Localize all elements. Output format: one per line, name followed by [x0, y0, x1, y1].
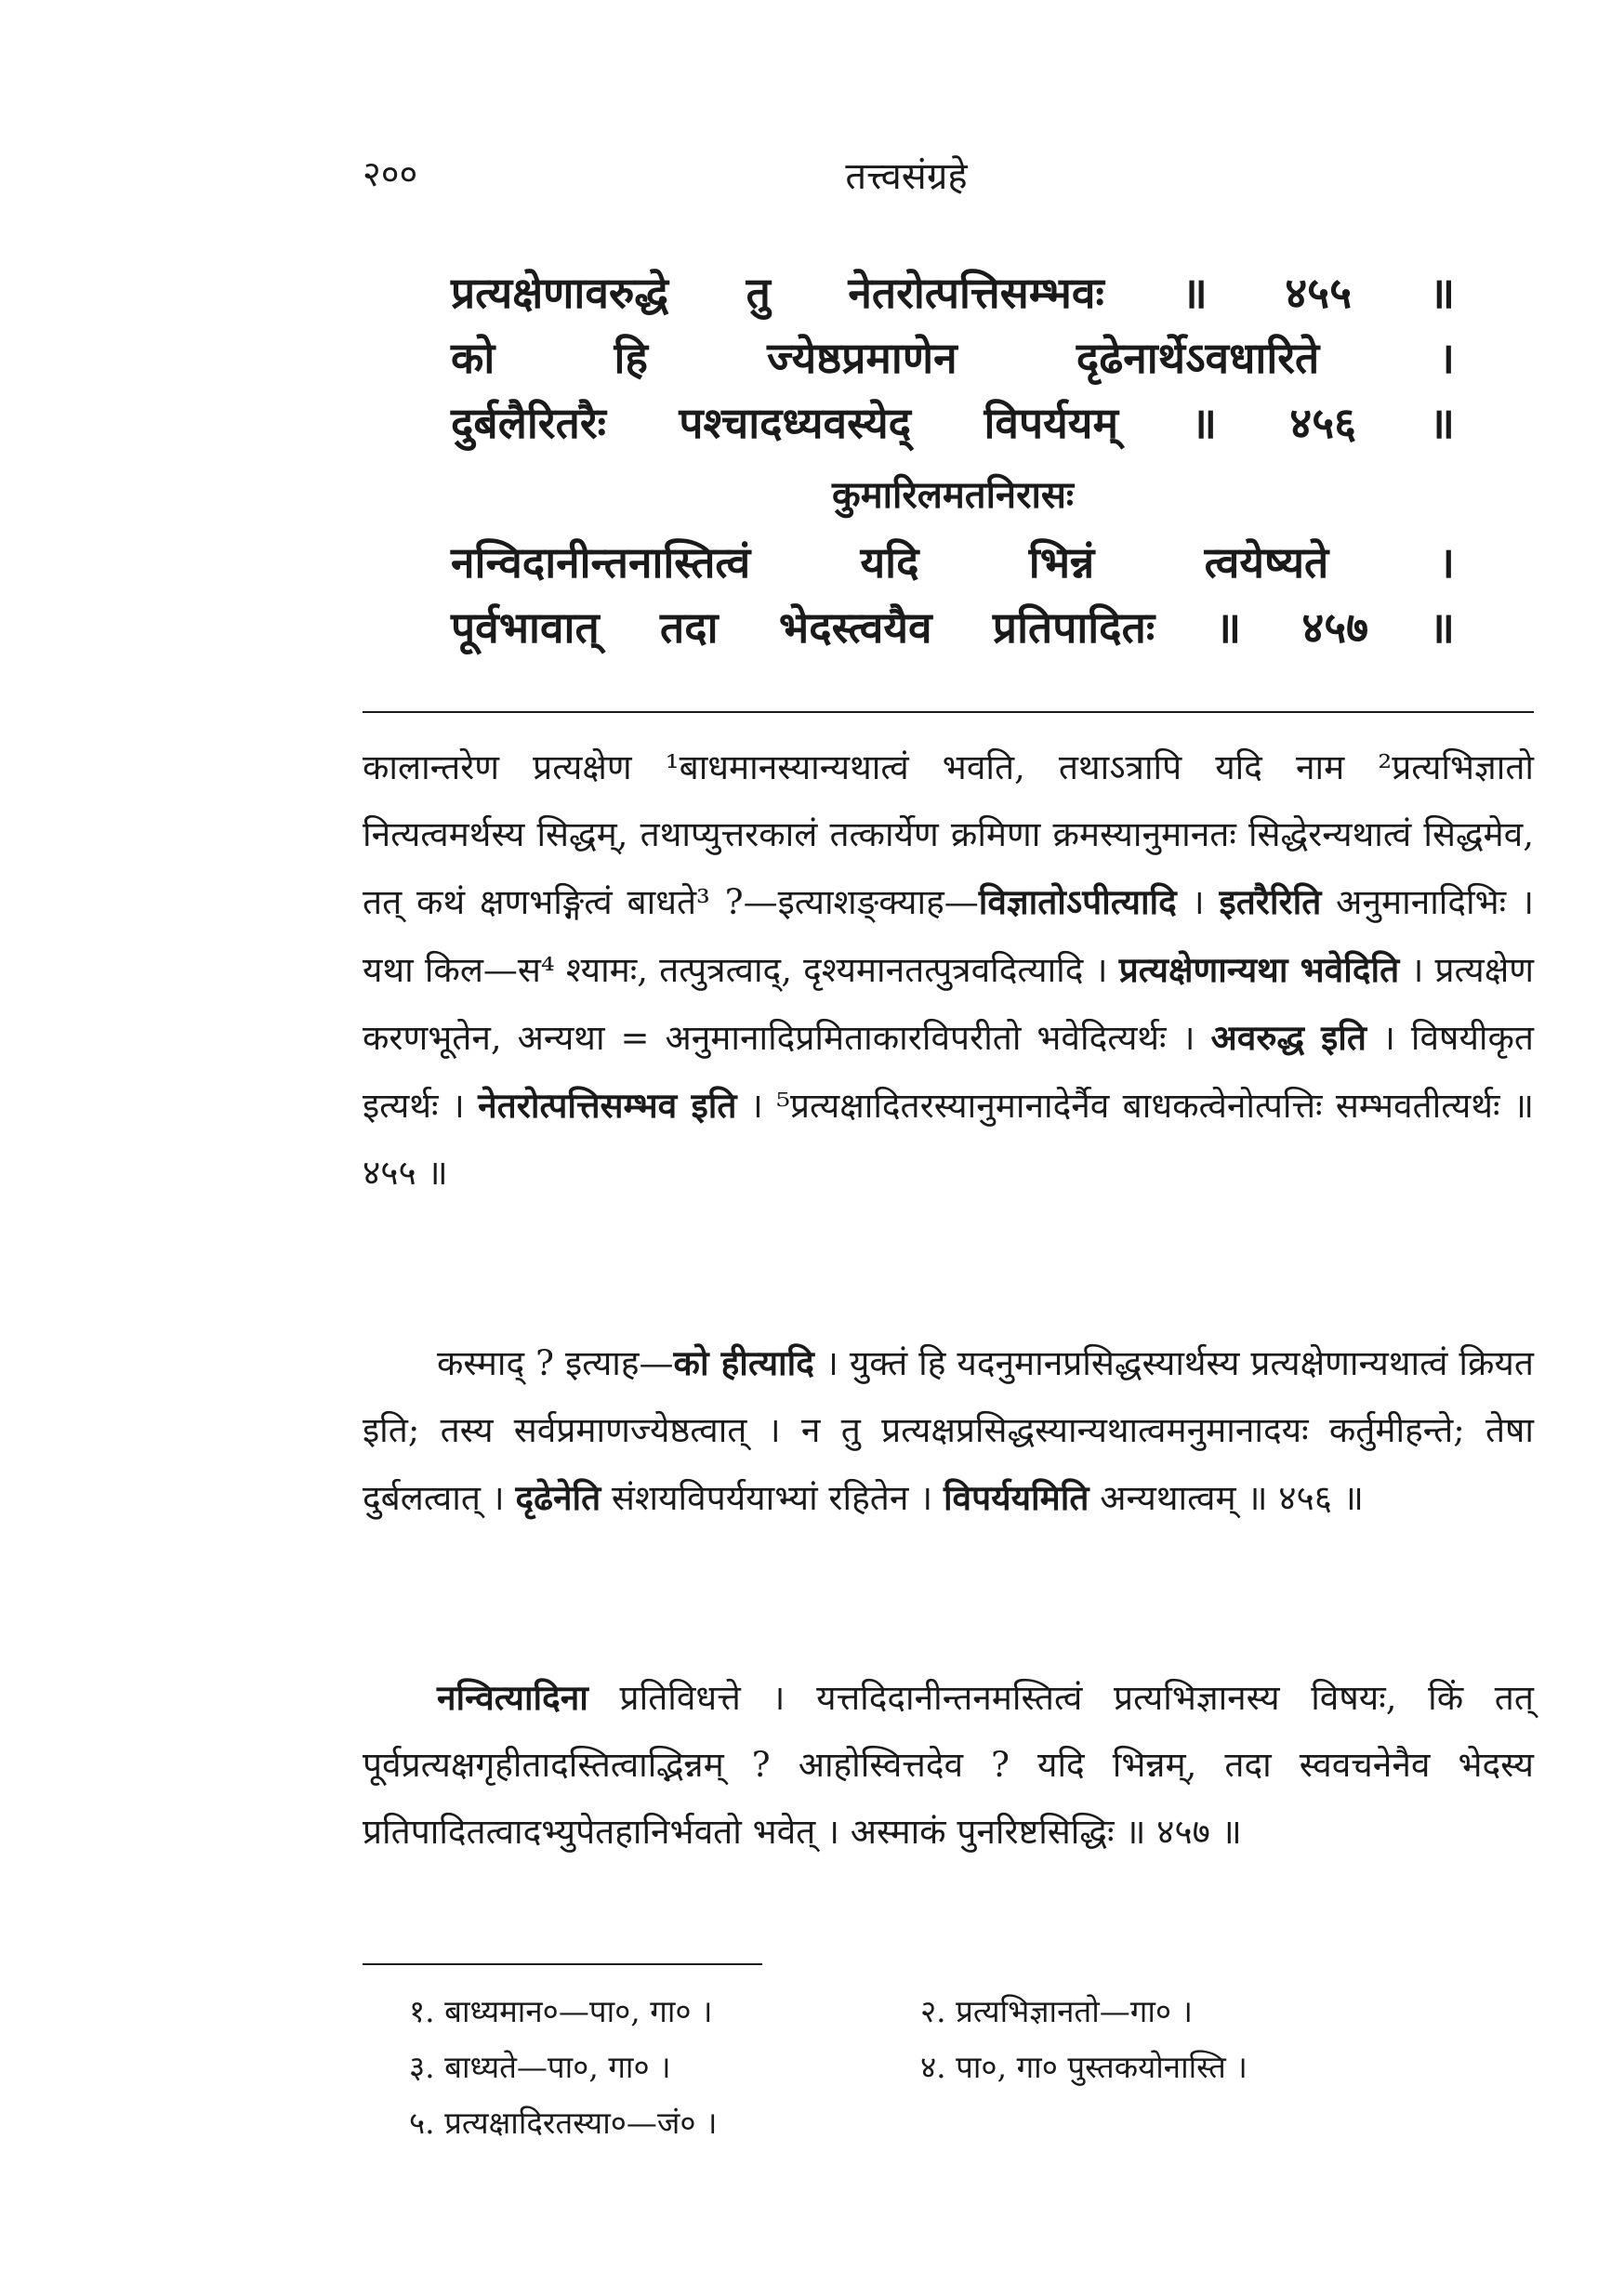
footnote-4: ४. पा०, गा० पुस्तकयोनास्ति ।: [920, 2049, 1248, 2085]
running-title: तत्त्वसंग्रहे: [845, 155, 968, 198]
commentary-457: [363, 1664, 1534, 1866]
verse-line-2: को हि ज्येष्ठप्रमाणेन दृढेनार्थेऽवधारिते ।: [451, 333, 1455, 383]
footnote-3: ३. बाध्यते—पा०, गा० ।: [409, 2049, 671, 2085]
verse-line-3: दुर्बलैरितरैः पश्चादध्यवस्येद् विपर्ययम् ॥ ४५६ ॥: [451, 398, 1455, 448]
footnote-2: २. प्रत्यभिज्ञानतो—गा० ।: [920, 1993, 1194, 2029]
commentary-paragraph-457: नन्वित्यादिना प्रतिविधत्ते । यत्तदिदानीन्तनमस्तित्वं प्रत्यभिज्ञानस्य विषयः, किं तत् पूर्वप्रत्यक्षगृहीतादस्तित्वाद्भिन्नम् ? आहोस्वित्तदेव ? यदि भिन्नम्, तदा स्ववचनेनैव भेदस्य प्रतिपादितत्वादभ्युपेतहानिर्भवतो भवेत् । अस्माकं पुनरिष्टसिद्धिः ॥ ४५७ ॥: [363, 1677, 1534, 1852]
verse-line-5: पूर्वभावात् तदा भेदस्त्वयैव प्रतिपादितः ॥ ४५७ ॥: [451, 602, 1455, 653]
section-title: कुमारिलमतनिरासः: [832, 473, 1074, 517]
verse-commentary-divider: [363, 711, 1534, 713]
page-header: [363, 149, 1450, 205]
commentary: [363, 734, 1534, 1207]
footnote-1: १. बाध्यमान०—पा०, गा० ।: [409, 1993, 713, 2029]
verse-line-1: प्रत्यक्षेणावरुद्धे तु नेतरोत्पत्तिसम्भवः ॥ ४५५ ॥: [451, 268, 1455, 318]
verse-line-4: नन्विदानीन्तनास्तित्वं यदि भिन्नं त्वयेष्यते ।: [451, 537, 1455, 588]
footnote-divider: [363, 1963, 762, 1965]
commentary-paragraph-456: कस्माद् ? इत्याह—को हीत्यादि । युक्तं हि यदनुमानप्रसिद्धस्यार्थस्य प्रत्यक्षेणान्यथात्वं क्रियत इति; तस्य सर्वप्रमाणज्येष्ठत्वात् । न तु प्रत्यक्षप्रसिद्धस्यान्यथात्वमनुमानादयः कर्तुमीहन्ते; तेषा दुर्बलत्वात् । दृढेनेति संशयविपर्ययाभ्यां रहितेन । विपर्ययमिति अन्यथात्वम् ॥ ४५६ ॥: [363, 1342, 1534, 1518]
page-number: २००: [363, 153, 418, 194]
commentary-paragraph-455: कालान्तरेण प्रत्यक्षेण ¹बाधमानस्यान्यथात्वं भवति, तथाऽत्रापि यदि नाम ²प्रत्यभिज्ञातो नित्यत्वमर्थस्य सिद्धम्, तथाप्युत्तरकालं तत्कार्येण क्रमिणा क्रमस्यानुमानतः सिद्धेरन्यथात्वं सिद्धमेव, तत् कथं क्षणभङ्गित्वं बाधते³ ?—इत्याशङ्क्याह—विज्ञातोऽपीत्यादि । इतरैरिति अनुमानादिभिः । यथा किल—स⁴ श्यामः, तत्पुत्रत्वाद्, दृश्यमानतत्पुत्रवदित्यादि । प्रत्यक्षेणान्यथा भवेदिति । प्रत्यक्षेण करणभूतेन, अन्यथा = अनुमानादिप्रमिताकारविपरीतो भवेदित्यर्थः । अवरुद्ध इति । विषयीकृत इत्यर्थः । नेतरोत्पत्तिसम्भव इति । ⁵प्रत्यक्षादितरस्यानुमानादेर्नैव बाधकत्वेनोत्पत्तिः सम्भवतीत्यर्थः ॥ ४५५ ॥: [363, 747, 1535, 1193]
commentary-456: [363, 1329, 1534, 1532]
footnote-5: ५. प्रत्यक्षादिरतस्या०—जं० ।: [409, 2105, 718, 2141]
